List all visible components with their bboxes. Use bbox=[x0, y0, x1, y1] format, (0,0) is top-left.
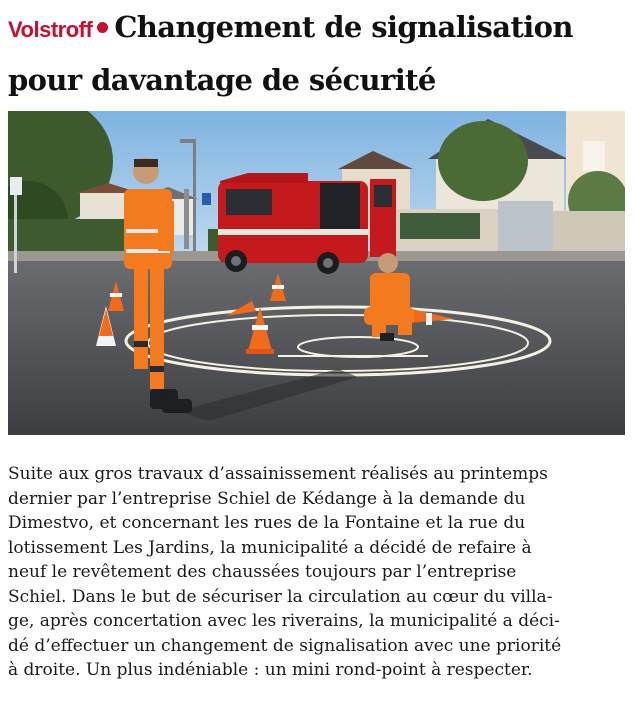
body-line: ge, après concertation avec les riverains, la municipalité a déci- bbox=[8, 611, 560, 631]
body-line: dernier par l’entreprise Schiel de Kédange à la demande du bbox=[8, 488, 526, 509]
kicker-location: Volstroff bbox=[8, 17, 93, 42]
body-line: à droite. Un plus indéniable : un mini rond-point à respecter. bbox=[8, 660, 533, 680]
body-line: lotissement Les Jardins, la municipalité a décidé de refaire à bbox=[8, 537, 532, 558]
body-line: Schiel. Dans le but de sécuriser la circulation au cœur du villa- bbox=[8, 586, 553, 607]
body-line: neuf le revêtement des chaussées toujours par l’entreprise bbox=[8, 562, 517, 582]
headline bbox=[8, 2, 632, 105]
kicker-bullet-icon bbox=[97, 22, 108, 33]
article-photo bbox=[8, 111, 625, 435]
headline-line-2: pour davantage de sécurité bbox=[8, 63, 436, 97]
roundabout-photo-illustration bbox=[8, 111, 625, 435]
body-line: dé d’effectuer un changement de signalisation avec une priorité bbox=[8, 635, 562, 656]
body-line: Dimestvo, et concernant les rues de la Fontaine et la rue du bbox=[8, 513, 526, 533]
article-body bbox=[8, 462, 632, 683]
headline-line-1: Changement de signalisation bbox=[114, 10, 573, 44]
body-line: Suite aux gros travaux d’assainissement réalisés au printemps bbox=[8, 464, 548, 484]
